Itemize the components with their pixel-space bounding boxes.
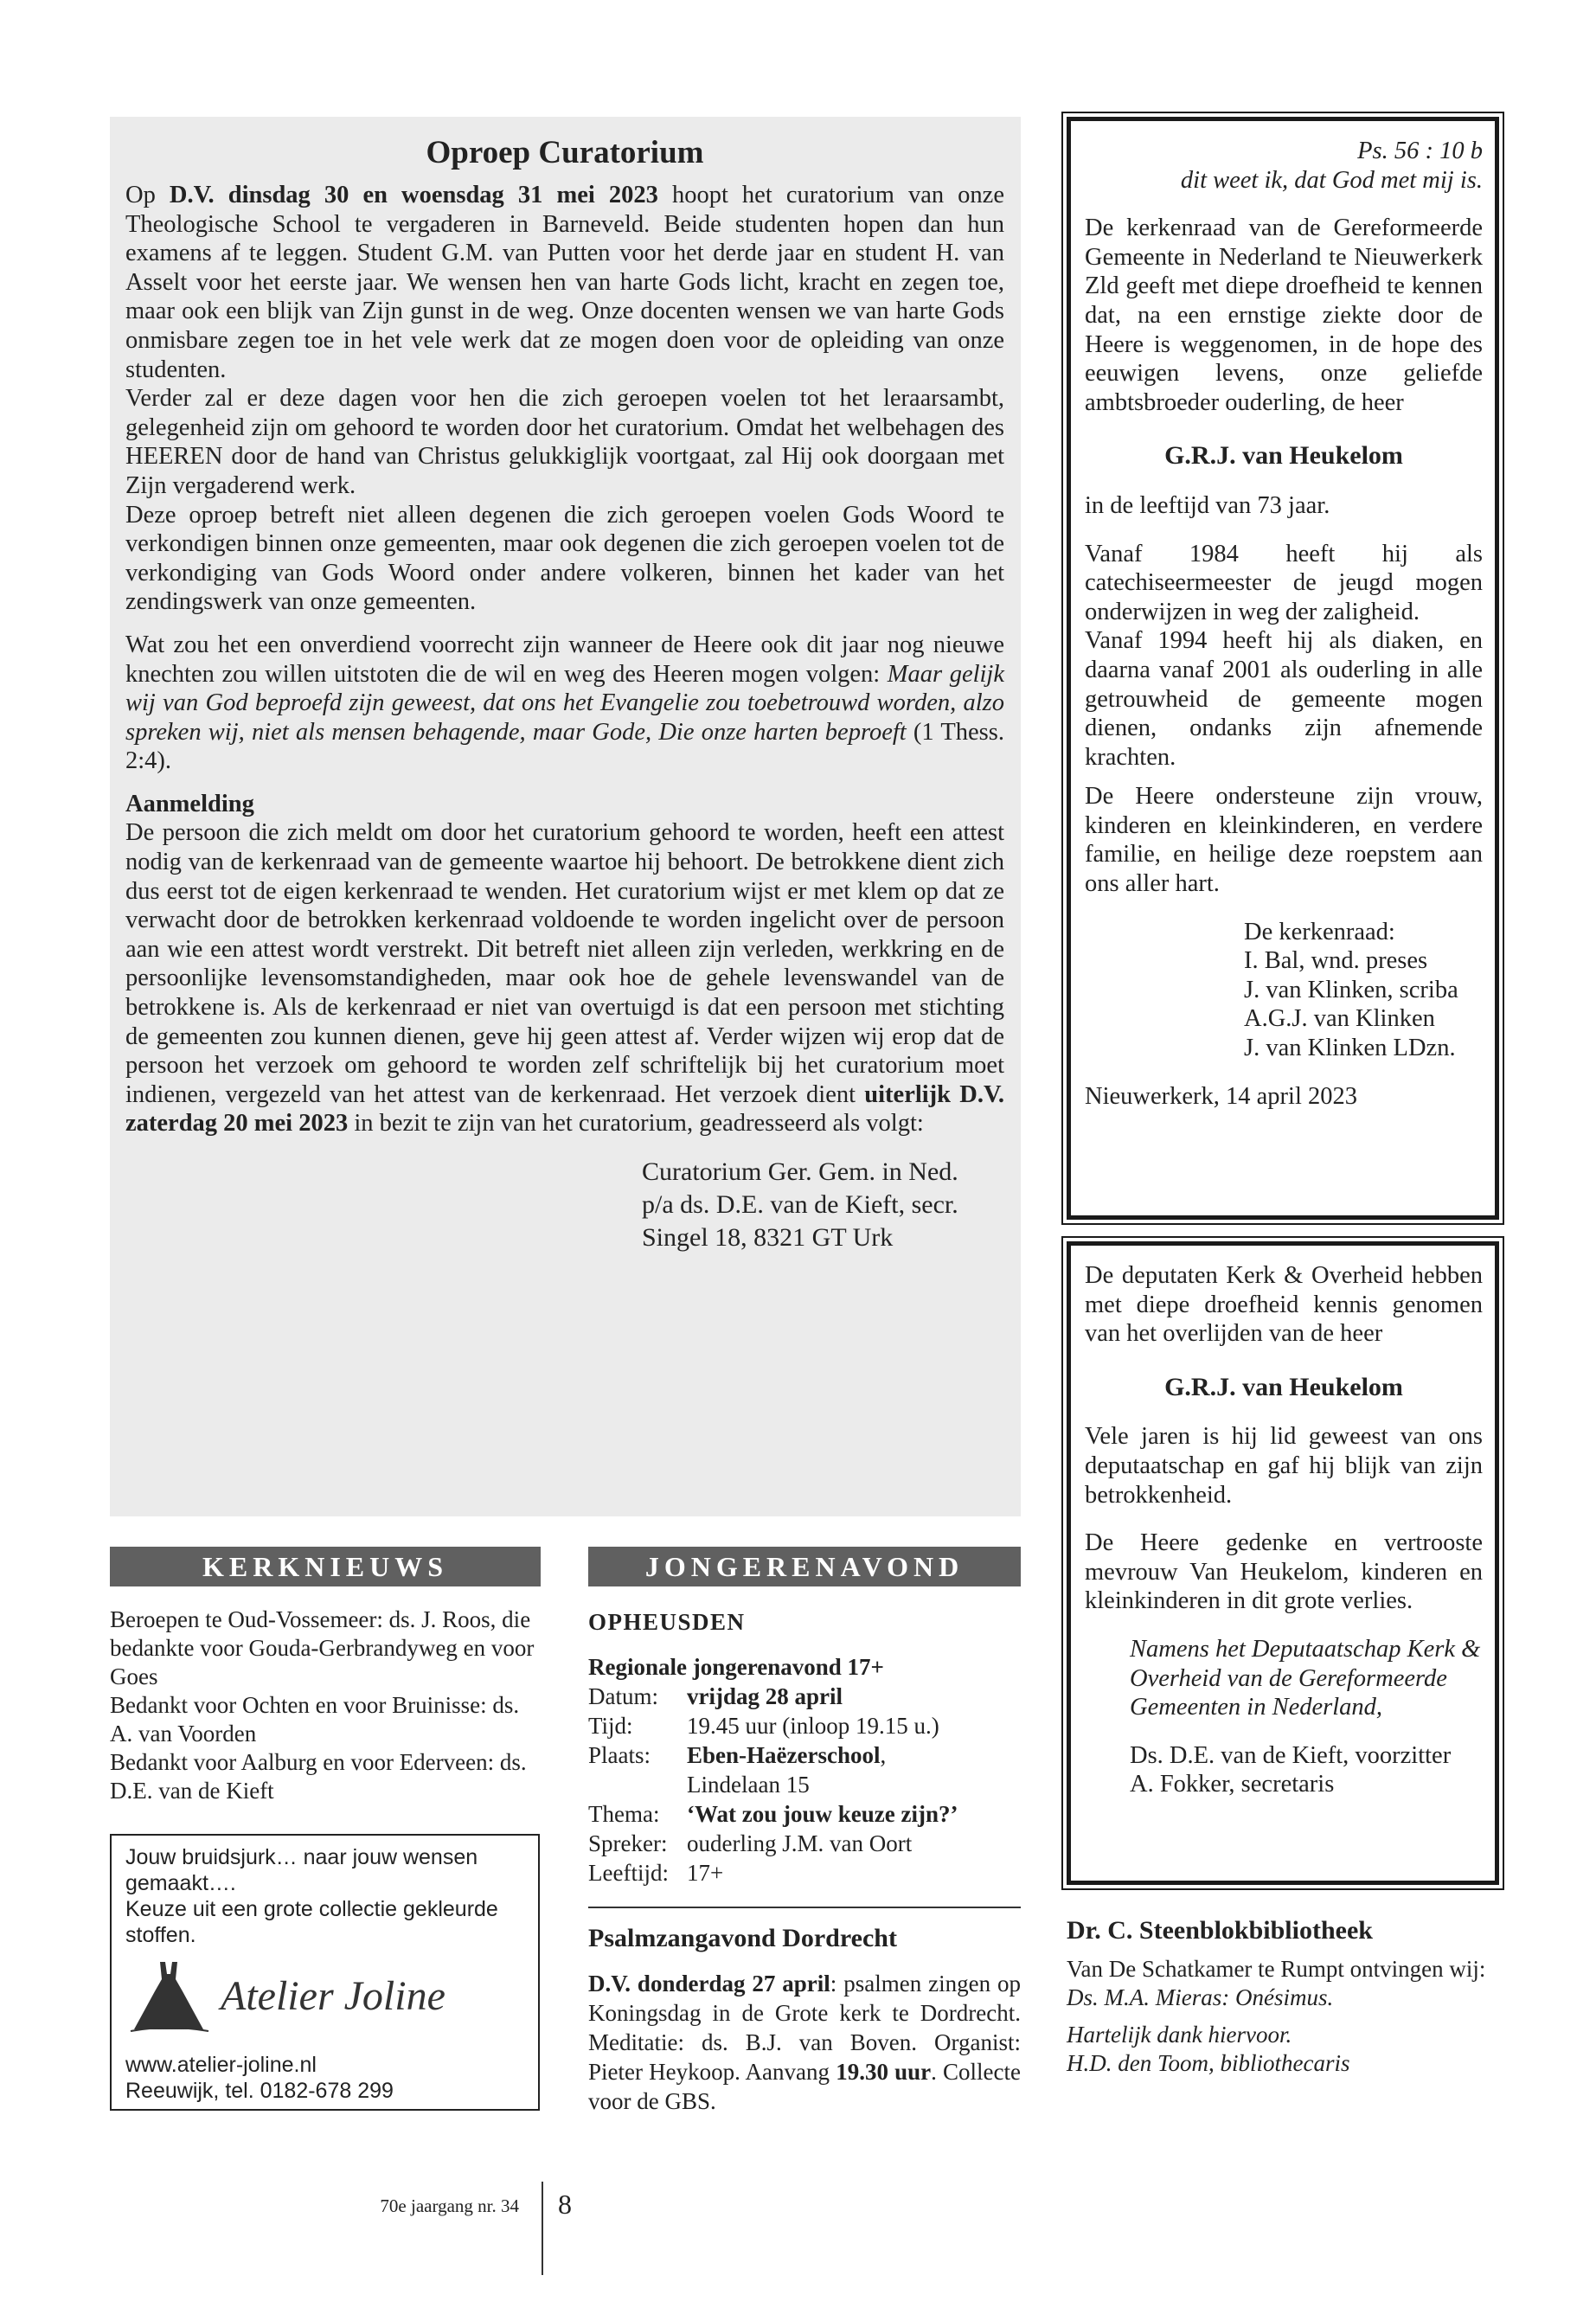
event-row-datum xyxy=(588,1682,1021,1711)
obituary-paragraph-3: De Heere ondersteune zijn vrouw, kinderen en kleinkinderen, en verdere familie, en heilige deze roepstem aan ons aller hart. xyxy=(1085,783,1483,898)
text-span: De persoon die zich meldt om door het curatorium gehoord te worden, heeft een attest nodig van de kerkenraad van de gemeente waartoe hij behoort. De betrokkene dient zich dus eerst tot de eigen kerkenraad te wenden. Het curatorium wijst er met klem op dat ze verwacht door de betrokken kerkenraad voldoende te worden ingelicht over de persoon aan wie een attest wordt verstrekt. Dit betreft niet alleen zijn verleden, werkkring en de persoonlijke levensomstandigheden, maar ook hoe de gehele levenswandel van de betrokkene is. Als de kerkenraad er niet van overtuigd is dat een persoon met stichting de gemeenten zou kunnen dienen, geve hij geen attest af. Verder wijzen wij erop dat de persoon het verzoek om gehoord te worden zelf schriftelijk bij het curatorium moet indienen, vergezeld van het attest van de kerkenraad. Het verzoek dient xyxy=(125,819,1004,1108)
page-number: 8 xyxy=(558,2189,572,2220)
ad-text-1: Jouw bruidsjurk… naar jouw wensen gemaakt…. xyxy=(125,1845,478,1895)
verse-ref: Ps. 56 : 10 b xyxy=(1357,138,1483,164)
curatorium-address xyxy=(642,1156,1004,1254)
signature-block xyxy=(1244,918,1483,1063)
event-row-spreker xyxy=(588,1829,1021,1858)
advertisement-atelier-joline xyxy=(110,1834,540,2111)
namens-line: Namens het Deputaatschap Kerk & Overheid van de Gereformeerde Gemeenten in Nederland, xyxy=(1130,1635,1481,1721)
obituary-box-kerkenraad xyxy=(1067,117,1499,1220)
event-row-plaats xyxy=(588,1740,1021,1799)
bieb-thanks: Hartelijk dank hiervoor. xyxy=(1067,2022,1292,2048)
spacer xyxy=(1085,1063,1483,1082)
kerknieuws-item: Bedankt voor Aalburg en voor Ederveen: ds. D.E. van de Kieft xyxy=(110,1749,527,1804)
oproep-curatorium-box xyxy=(110,117,1021,1516)
text-span: in bezit te zijn van het curatorium, geadresseerd als volgt: xyxy=(348,1110,924,1138)
signature-line: I. Bal, wnd. preses xyxy=(1244,947,1428,975)
atelier-logo xyxy=(125,1957,525,2036)
comma: , xyxy=(880,1742,887,1768)
psalm-time: 19.30 uur xyxy=(836,2059,932,2085)
obituary-paragraph-2: Vanaf 1994 heeft hij als diaken, en daarna vanaf 2001 als ouderling in alle getrouwheid de gemeente mogen dienen, ondanks zijn afnemende krachten. xyxy=(1085,627,1483,771)
bieb-title: Dr. C. Steenblokbibliotheek xyxy=(1067,1916,1373,1945)
spacer xyxy=(1085,1616,1483,1635)
spacer xyxy=(1085,521,1483,540)
logo-text: Atelier Joline xyxy=(221,1973,445,2019)
venue-name: Eben-Haëzerschool xyxy=(687,1742,881,1768)
oproep-paragraph-3: Deze oproep betreft niet alleen degenen die zich geroepen voelen Gods Woord te verkondigen binnen onze gemeenten, maar ook degenen die zich geroepen voelen tot de verkondiging van Gods Woord onder andere volkeren, binnen het kader van het zendingswerk van onze gemeenten. xyxy=(125,501,1004,616)
obituary-intro: De kerkenraad van de Gereformeerde Gemeente in Nederland te Nieuwerkerk Zld geeft met diepe droefheid te kennen dat, na een ernstige ziekte door de Heere is weggenomen, in de hope des eeuwigen levens, onze geliefde ambtsbroeder ouderling, de heer xyxy=(1085,215,1483,416)
jongerenavond-body xyxy=(588,1607,1021,1888)
bible-quote: Maar gelijk wij van God beproefd zijn geweest, dat ons het Evangelie zou toebetrouwd worden, alzo spreken wij, niet als mensen behagende, maar Gode, Die onze harten beproeft xyxy=(125,660,1004,746)
bieb-intro: Van De Schatkamer te Rumpt ontvingen wij: xyxy=(1067,1956,1486,1982)
row-value: vrijdag 28 april xyxy=(687,1683,843,1709)
jongerenavond-header: JONGERENAVOND xyxy=(588,1547,1021,1586)
psalm-text xyxy=(588,1969,1021,2116)
aanmelding-title: Aanmelding xyxy=(125,790,254,817)
psalmzangavond-section xyxy=(588,1924,1021,2116)
obituary-box-deputaten xyxy=(1067,1241,1499,1885)
address-line: Singel 18, 8321 GT Urk xyxy=(642,1223,894,1252)
deceased-name: G.R.J. van Heukelom xyxy=(1164,1372,1403,1401)
bibliotheek-section xyxy=(1067,1916,1499,2078)
text-span: (1 Thess. 2:4). xyxy=(125,718,1004,775)
meeting-dates: D.V. dinsdag 30 en woensdag 31 mei 2023 xyxy=(169,182,658,208)
obituary-paragraph-1: Vanaf 1984 heeft hij als catechiseermeester de jeugd mogen onderwijzen in weg der zaligheid. xyxy=(1085,540,1483,625)
aanmelding-heading xyxy=(125,790,1004,819)
row-value: ‘Wat zou jouw keuze zijn?’ xyxy=(687,1801,958,1827)
text-span: . Collecte voor de GBS. xyxy=(588,2059,1022,2114)
psalm-title: Psalmzangavond Dordrecht xyxy=(588,1924,897,1952)
row-label: Thema: xyxy=(588,1801,660,1827)
event-location: OPHEUSDEN xyxy=(588,1609,746,1635)
signature-line: Ds. D.E. van de Kieft, voorzitter xyxy=(1130,1741,1452,1769)
deceased-name: G.R.J. van Heukelom xyxy=(1164,441,1403,471)
bieb-book: Ds. M.A. Mieras: Onésimus. xyxy=(1067,1984,1334,2010)
oproep-paragraph-4 xyxy=(125,631,1004,776)
signature-line: De kerkenraad: xyxy=(1244,918,1395,945)
deadline: uiterlijk D.V. zaterdag 20 mei 2023 xyxy=(125,1080,1004,1138)
row-label: Spreker: xyxy=(588,1830,668,1856)
row-value: 19.45 uur (inloop 19.15 u.) xyxy=(687,1713,939,1739)
section-divider xyxy=(588,1907,1021,1908)
oproep-paragraph-1 xyxy=(125,181,1004,384)
obituary-paragraph-1: Vele jaren is hij lid geweest van ons deputaatschap en gaf hij blijk van zijn betrokkenheid. xyxy=(1085,1423,1483,1509)
oproep-title: Oproep Curatorium xyxy=(426,135,704,170)
ad-phone: Reeuwijk, tel. 0182-678 299 xyxy=(125,2079,394,2103)
row-label: Plaats: xyxy=(588,1742,651,1768)
spacer xyxy=(1085,1722,1483,1741)
signature-line: J. van Klinken LDzn. xyxy=(1244,1035,1456,1062)
address-line: Curatorium Ger. Gem. in Ned. xyxy=(642,1157,958,1186)
verse-text: dit weet ik, dat God met mij is. xyxy=(1180,166,1483,194)
venue-address: Lindelaan 15 xyxy=(687,1772,810,1798)
kerknieuws-item: Beroepen te Oud-Vossemeer: ds. J. Roos, die bedankte voor Gouda-Gerbrandyweg en voor Goes xyxy=(110,1606,535,1689)
row-label: Leeftijd: xyxy=(588,1860,669,1886)
kerknieuws-body xyxy=(110,1606,542,1805)
row-value: ouderling J.M. van Oort xyxy=(687,1830,913,1856)
spacer xyxy=(1085,1509,1483,1529)
footer-divider xyxy=(542,2182,543,2275)
row-label: Datum: xyxy=(588,1683,658,1709)
spacer xyxy=(1085,899,1483,918)
ad-website[interactable]: www.atelier-joline.nl xyxy=(125,2053,317,2077)
obituary-intro: De deputaten Kerk & Overheid hebben met diepe droefheid kennis genomen van het overlijden van de heer xyxy=(1085,1262,1483,1348)
row-label: Tijd: xyxy=(588,1713,633,1739)
address-line: p/a ds. D.E. van de Kieft, secr. xyxy=(642,1190,958,1219)
row-value xyxy=(687,1740,886,1799)
row-value: 17+ xyxy=(687,1860,724,1886)
obituary-paragraph-2: De Heere gedenke en vertrooste mevrouw Van Heukelom, kinderen en kleinkinderen in dit grote verlies. xyxy=(1085,1529,1483,1615)
event-title: Regionale jongerenavond 17+ xyxy=(588,1654,884,1680)
spacer xyxy=(1085,772,1483,782)
ad-contact xyxy=(125,2052,525,2104)
oproep-paragraph-2: Verder zal er deze dagen voor hen die zich geroepen voelen tot het leraarsambt, gelegenheid zijn om gehoord te worden door het curatorium. Omdat het welbehagen des HEEREN door de hand van Christus gelukkiglijk voortgaat, zal Hij ook doorgaan met Zijn vergaderend werk. xyxy=(125,385,1004,499)
bieb-sign: H.D. den Toom, bibliothecaris xyxy=(1067,2050,1350,2076)
oproep-paragraph-5 xyxy=(125,818,1004,1138)
event-row-leeftijd xyxy=(588,1858,1021,1888)
deceased-age: in de leeftijd van 73 jaar. xyxy=(1085,491,1330,519)
event-row-tijd xyxy=(588,1711,1021,1740)
place-date: Nieuwerkerk, 14 april 2023 xyxy=(1085,1082,1357,1110)
text-span: hoopt het curatorium van onze Theologische School te vergaderen in Barneveld. Beide studenten hopen dan hun examens af te leggen. Student G.M. van Putten voor het derde jaar en student H. van Asselt voor het eerste jaar. We wensen hen van harte Gods licht, kracht en zegen toe, maar ook een blijk van Zijn gunst in de weg. Onze docenten wensen we van harte Gods onmisbare zegen toe in het vele werk dat ze mogen doen voor de opleiding van onze studenten. xyxy=(125,182,1004,383)
event-row-thema xyxy=(588,1799,1021,1829)
issue-info: 70e jaargang nr. 34 xyxy=(380,2195,519,2216)
text-span: Wat zou het een onverdiend voorrecht zijn wanneer de Heere ook dit jaar nog nieuwe knechten zou willen uitstoten die de wil en weg des Heeren mogen volgen: xyxy=(125,631,1004,688)
spacer xyxy=(1085,195,1483,214)
kerknieuws-item: Bedankt voor Ochten en voor Bruinisse: ds. A. van Voorden xyxy=(110,1692,520,1747)
signature-line: A.G.J. van Klinken xyxy=(1244,1005,1435,1033)
signature-line: J. van Klinken, scriba xyxy=(1244,976,1458,1003)
psalm-date: D.V. donderdag 27 april xyxy=(588,1971,830,1997)
text-span: : psalmen zingen op Koningsdag in de Grote kerk te Dordrecht. Meditatie: ds. B.J. van Boven. Organist: Pieter Heykoop. Aanvang xyxy=(588,1971,1021,2085)
text-span: Op xyxy=(125,182,170,208)
dress-icon xyxy=(125,1957,212,2036)
signature-line: A. Fokker, secretaris xyxy=(1130,1771,1335,1798)
kerknieuws-header: KERKNIEUWS xyxy=(110,1547,541,1586)
ad-text-2: Keuze uit een grote collectie gekleurde stoffen. xyxy=(125,1897,498,1947)
